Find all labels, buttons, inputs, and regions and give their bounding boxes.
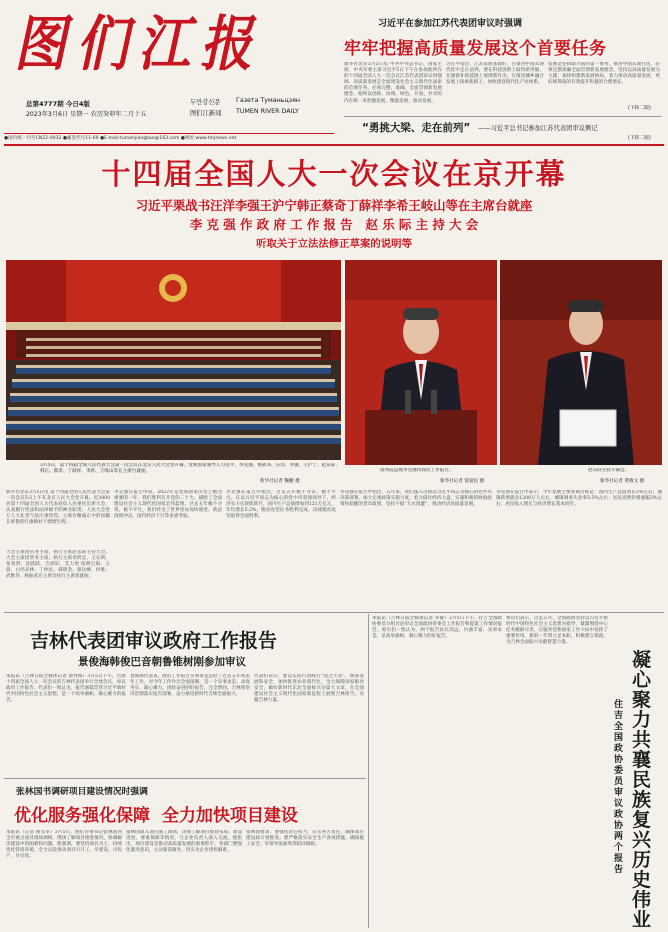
divider <box>344 116 662 117</box>
info-strip-text: ●国内统一刊号CN22-0032 ●邮发代号11-60 ●E-mail:tumenjiangbao@163.com ●网址:www.tmjnews.net <box>4 136 237 141</box>
chair-illustration <box>500 260 662 465</box>
lead-col-6: 李克强在报告中表示，今年发展主要预期目标是：国内生产总值增长5%左右；城镇新增就业1200万人左右，城镇调查失业率5.5%左右；居民消费价格涨幅3%左右；居民收入增长与经济增长基本同步。 <box>496 490 662 508</box>
great-hall-illustration <box>6 260 341 460</box>
red-rule <box>4 144 664 146</box>
zhang-kicker: 张林国书调研项目建设情况时强调 <box>16 787 148 797</box>
jilin-col-3: 代表们表示，要以实际行动践行“国之大者”，统筹发展和安全，加快推进农业现代化，全力保障国家粮食安全，做好新时代东北全面振兴这篇大文章，在全面建设社会主义现代化国家新征程上展现吉林担当、贡献吉林力量。 <box>254 674 364 704</box>
credit-great-hall: 新华社记者 鞠鹏 摄 <box>260 479 300 484</box>
top-story-kicker: 习近平在参加江苏代表团审议时强调 <box>378 19 523 29</box>
zhang-col-1: 本报讯（记者 杨文卓）3月5日，图们市委书记张林国到全市重点项目现场调研，现场了解项目推进情况，协调解决建设中的困难和问题。他强调，要坚持项目为王，持续优化营商环境，全力以赴推动项目早开工、早建设、早投产、早见效。 <box>6 830 122 860</box>
title-english: TUMEN RIVER DAILY <box>236 108 299 115</box>
lead-col-3: 李克强在报告中说，2022年是党和国家历史上极为重要的一年。我们胜利召开党的二十大，描绘了全面建设社会主义现代化国家宏伟蓝图。过去五年极不寻常、极不平凡，我们经受了世界变局加快演变、新冠疫情冲击、国内经济下行等多重考验。 <box>114 490 222 520</box>
top-story-headline: 牢牢把握高质量发展这个首要任务 <box>344 39 607 59</box>
lead-subhead-3: 听取关于立法法修正草案的说明等 <box>256 238 412 250</box>
lead-col-2: 大会主席团常务主席、执行主席赵乐际主持大会。大会主席团常务主席、执行主席李鸿忠、王东明、张春贤、沈跃跃、吉炳轩、艾力更·依明巴海、王晨、白玛赤林、丁仲礼、郝明金、蔡达峰、何维、武维华、杨振武在主席台执行主席席就座。 <box>6 550 110 580</box>
top-story-col1: 新华社北京3月5日电 中共中央总书记、国家主席、中央军委主席习近平5日下午在参加他所在的十四届全国人大一次会议江苏代表团审议时强调，高质量发展是全面建设社会主义现代化国家的首要任务。必须完整、准确、全面贯彻新发展理念，始终以创新、协调、绿色、开放、共享的内在统一来把握发展、衡量发展、推动发展。 <box>344 62 442 104</box>
info-strip <box>4 133 334 142</box>
issue-date: 2023年3月6日 星期一 农历癸卯年二月十五 <box>26 111 147 118</box>
jilin-col-2: 景俊海代表说，政府工作报告实事求是总结了过去五年和去年工作，对今年工作作出全面部署，是一个实事求是、求真务实、凝心聚力、团结奋进的好报告，完全赞同。吉林将坚决贯彻落实报告部署，奋力推进新时代吉林全面振兴。 <box>130 674 250 698</box>
zhang-col-2: 张林国深入项目施工现场，详细了解项目规划布局、建设进度、要素保障等情况，与企业负责人深入交流。他指出，项目建设是推动高质量发展的重要抓手，各部门要强化服务意识，主动靠前服务，切实为企业排忧解难。 <box>126 830 242 854</box>
jilin-subhead: 景俊海韩俊巴音朝鲁锥树刚参加审议 <box>78 656 246 668</box>
jilin-headline: 吉林代表团审议政府工作报告 <box>30 630 278 652</box>
zhang-col-3: 张林国要求，要强化责任担当，压实各方责任，确保项目建设按计划推进。要严格落实安全生产各项措施，确保施工安全。市领导姜森秀等陪同调研。 <box>246 830 364 848</box>
title-korean: 두만강신문 <box>190 99 221 106</box>
caption-great-hall: 3月5日，第十四届全国人民代表大会第一次会议在北京人民大会堂开幕。党和国家领导人习近平、李克强、栗战书、汪洋、李强、王沪宁、赵乐际、韩正、蔡奇、丁薛祥、李希、王岐山等在主席台就座。 <box>40 463 340 475</box>
lead-col-4: 李克强在报告中指出，过去五年极不寻常、极不平凡。在以习近平同志为核心的党中央坚强领导下，经济实力实现新跃升，国内生产总值增加到121万亿元，年均增长5.2%。脱贫攻坚任务胜利完成，决战脱贫攻坚取得全面胜利。 <box>226 490 336 520</box>
top-story-col3: 发展是党执政兴国的第一要务。推进中国式现代化，必须完整准确全面贯彻新发展理念，坚持以高质量发展为主题，加快构建新发展格局，着力推动高质量发展，更好统筹质的有效提升和量的合理增长。 <box>548 62 660 86</box>
section-divider <box>4 778 366 779</box>
cppcc-headline: 凝心聚力共襄民族复兴历史伟业 <box>632 649 652 931</box>
photo-chair-speech <box>500 260 662 465</box>
cppcc-subhead: 住吉全国政协委员审议政协两个报告 <box>614 700 624 875</box>
issue-number: 总第4777期 今日4版 <box>26 100 90 108</box>
cppcc-col-2: 委员们表示，过去五年，全国政协坚持以习近平新时代中国特色社会主义思想为指导，紧紧围绕中心任务履职尽责，在服务党和国家工作大局中发挥了重要作用。新的一年将立足本职，积极建言资政，为吉林全面振兴贡献智慧力量。 <box>506 616 608 646</box>
vertical-divider <box>368 614 369 928</box>
cppcc-col-1: 本报讯（吉林日报全媒体记者 李静）3月5日下午，住吉全国政协委员分组讨论审议全国政协常委会工作报告和提案工作情况报告。委员们一致认为，两个报告站位高远、内涵丰富、实事求是，是高举旗帜、凝心聚力的好报告。 <box>372 616 502 640</box>
side-quote-continued: (下转二版) <box>628 136 651 141</box>
lead-subhead-2: 李 克 强 作 政 府 工 作 报 告 赵 乐 际 主 持 大 会 <box>189 217 479 232</box>
premier-illustration <box>345 260 497 465</box>
photo-great-hall <box>6 260 341 460</box>
caption-chair: 赵乐际主持开幕会。 <box>588 468 630 473</box>
jilin-col-1: 本报讯（吉林日报全媒体记者 粟秀梅）3月5日下午，出席十四届全国人大一次会议的吉林代表团举行全体会议，审议政府工作报告。代表们一致认为，报告通篇贯穿习近平新时代中国特色社会主义思想，是一个高举旗帜、凝心聚力的报告。 <box>6 674 126 704</box>
lead-col-1: 新华社北京3月5日电 第十四届全国人民代表大会第一次会议5日上午在北京人民大会堂开幕。近3000名第十四届全国人大代表肩负人民重托出席大会，认真履行宪法和法律赋予的神圣职责。人民大会堂万人大礼堂气氛庄重热烈。主席台帷幕正中的国徽在鲜艳的红旗映衬下熠熠生辉。 <box>6 490 110 526</box>
masthead-title: 图们江报 <box>14 9 263 80</box>
caption-premier: 国务院总理李克强作政府工作报告。 <box>380 468 454 473</box>
title-cn-sub: 图们江新闻 <box>190 110 222 117</box>
top-story-col2: 习近平指出，江苏发展基础好，在推进中国式现代化中走在前列，要在科技创新上取得新突破，在强链补链延链上展现新作为，在推进城乡融合发展上探索新路子，加快建设现代化产业体系。 <box>446 62 544 86</box>
lead-subhead-1: 习近平栗战书汪洋李强王沪宁韩正蔡奇丁薛祥李希王岐山等在主席台就座 <box>135 198 533 213</box>
lead-headline: 十四届全国人大一次会议在京开幕 <box>101 157 567 191</box>
credit-chair: 新华社记者 黄敬文 摄 <box>600 479 645 484</box>
photo-premier-speech <box>345 260 497 465</box>
section-divider <box>4 612 664 613</box>
credit-premier: 新华社记者 饶爱民 摄 <box>440 479 485 484</box>
masthead <box>4 4 334 132</box>
side-quote-headline: “勇挑大梁、走在前列” <box>362 122 471 134</box>
zhang-headline: 优化服务强化保障 全力加快项目建设 <box>14 806 298 826</box>
lead-col-5: 李克强在报告中指出，五年来，我们深入贯彻以习近平同志为核心的党中央决策部署，加大宏观政策实施力度，着力稳住经济大盘。实施积极的财政政策和稳健的货币政策，坚持不搞“大水漫灌”，推动经济高质量发展。 <box>340 490 492 508</box>
side-quote-source: ——习近平总书记参加江苏代表团审议侧记 <box>478 125 598 132</box>
title-russian: Газета Туманьцзян <box>236 97 300 104</box>
top-story-continued: (下转二版) <box>628 106 651 111</box>
